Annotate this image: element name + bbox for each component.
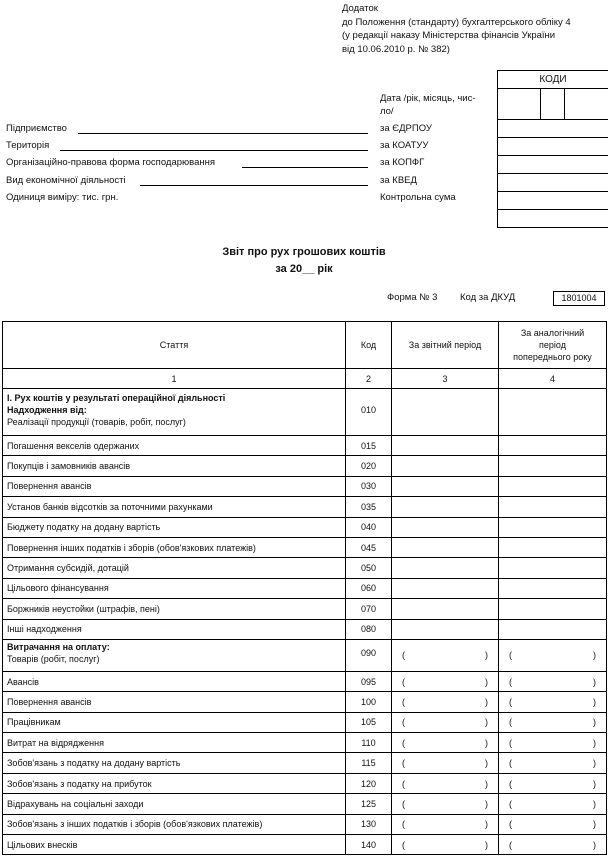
row-code: 035 [346, 497, 392, 517]
codes-box [497, 70, 608, 228]
value-cell[interactable] [392, 456, 499, 476]
table-row [3, 456, 607, 476]
row-name: Зобов'язань з інших податків і зборів (обов'язкових платежів) [3, 814, 346, 834]
date-label: Дата /рік, місяць, чис- ло/ [380, 93, 476, 117]
report-title: Звіт про рух грошових коштів [222, 246, 386, 258]
row-code: 070 [346, 599, 392, 619]
section-subtitle: Надходження від: [7, 404, 87, 415]
report-year: за 20__ рік [275, 263, 333, 275]
field-line-legal-form[interactable] [242, 167, 368, 168]
appendix-line: до Положення (стандарту) бухгалтерського обліку 4 [342, 16, 571, 28]
row-code: 020 [346, 456, 392, 476]
row-name: Погашення векселів одержаних [3, 436, 346, 456]
kdud-code: 1801004 [553, 291, 605, 306]
value-cell[interactable] [392, 497, 499, 517]
field-line-territory[interactable] [60, 150, 368, 151]
cash-flow-table [2, 321, 607, 855]
table-row [3, 773, 607, 793]
table-row [3, 599, 607, 619]
table-row [3, 476, 607, 496]
table-row [3, 639, 607, 671]
table-row [3, 517, 607, 537]
row-name: Боржників неустойки (штрафів, пені) [3, 599, 346, 619]
value-cell[interactable]: ( ) [499, 814, 607, 834]
section-subtitle: Витрачання на оплату: [7, 642, 110, 653]
unit-label: Одиниця виміру: тис. грн. [6, 192, 119, 203]
row-code: 095 [346, 671, 392, 691]
kopfg-code-cell[interactable] [498, 156, 608, 174]
field-label-activity: Вид економічної діяльності [6, 175, 126, 186]
header-previous-period: За аналогічний період попереднього року [499, 322, 607, 369]
value-cell[interactable] [499, 517, 607, 537]
row-name: Відрахувань на соціальні заходи [3, 794, 346, 814]
row-code: 105 [346, 712, 392, 732]
value-cell[interactable]: ( ) [499, 733, 607, 753]
row-code: 050 [346, 558, 392, 578]
value-cell[interactable]: ( ) [392, 733, 499, 753]
value-cell[interactable] [392, 389, 499, 436]
row-code: 100 [346, 692, 392, 712]
value-cell[interactable] [499, 578, 607, 598]
row-code: 060 [346, 578, 392, 598]
row-name: Установ банків відсотків за поточними рахунками [3, 497, 346, 517]
value-cell[interactable] [392, 599, 499, 619]
form-number: Форма № 3 [387, 292, 438, 303]
table-row [3, 436, 607, 456]
value-cell[interactable]: ( ) [499, 639, 607, 671]
codes-header: КОДИ [498, 71, 608, 89]
header-current-period: За звітний період [392, 322, 499, 369]
value-cell[interactable] [499, 537, 607, 557]
appendix-note [342, 2, 571, 56]
value-cell[interactable]: ( ) [392, 835, 499, 855]
row-code: 015 [346, 436, 392, 456]
table-row [3, 733, 607, 753]
row-code: 045 [346, 537, 392, 557]
value-cell[interactable]: ( ) [499, 671, 607, 691]
row-name: Повернення авансів [3, 476, 346, 496]
table-row [3, 753, 607, 773]
value-cell[interactable]: ( ) [499, 773, 607, 793]
value-cell[interactable]: ( ) [392, 712, 499, 732]
value-cell[interactable] [499, 456, 607, 476]
value-cell[interactable] [499, 497, 607, 517]
value-cell[interactable] [392, 517, 499, 537]
value-cell[interactable]: ( ) [392, 639, 499, 671]
row-code: 090 [346, 639, 392, 671]
column-numbers-row: 1 2 3 4 [3, 369, 607, 389]
code-label-edrpou: за ЄДРПОУ [380, 123, 432, 134]
row-code: 030 [346, 476, 392, 496]
field-label-territory: Територія [6, 140, 50, 151]
row-name: Реалізації продукції (товарів, робіт, послуг) [7, 416, 186, 427]
value-cell[interactable] [392, 578, 499, 598]
appendix-line: Додаток [342, 3, 378, 14]
header-article: Стаття [3, 322, 346, 369]
control-sum-cell[interactable] [498, 210, 608, 228]
value-cell[interactable] [499, 436, 607, 456]
date-code-cells[interactable] [498, 89, 608, 120]
value-cell[interactable]: ( ) [499, 692, 607, 712]
field-label-enterprise: Підприємство [6, 123, 67, 134]
value-cell[interactable]: ( ) [499, 753, 607, 773]
table-row [3, 578, 607, 598]
row-name: Повернення авансів [3, 692, 346, 712]
value-cell[interactable]: ( ) [392, 814, 499, 834]
row-name: Повернення інших податків і зборів (обов'язкових платежів) [3, 537, 346, 557]
appendix-line: від 10.06.2010 р. № 382) [342, 43, 450, 55]
row-name: Бюджету податку на додану вартість [3, 517, 346, 537]
value-cell[interactable]: ( ) [392, 671, 499, 691]
header-code: Код [346, 322, 392, 369]
table-row [3, 558, 607, 578]
koatuu-code-cell[interactable] [498, 138, 608, 156]
row-code: 010 [346, 389, 392, 436]
row-name: Отримання субсидій, дотацій [3, 558, 346, 578]
value-cell[interactable]: ( ) [392, 773, 499, 793]
value-cell[interactable] [392, 436, 499, 456]
value-cell[interactable]: ( ) [392, 753, 499, 773]
row-name: Інші надходження [3, 619, 346, 639]
table-row [3, 497, 607, 517]
row-name: Покупців і замовників авансів [3, 456, 346, 476]
table-row [3, 712, 607, 732]
value-cell[interactable] [392, 619, 499, 639]
row-name: Зобов'язань з податку на прибуток [3, 773, 346, 793]
row-name: Працівникам [3, 712, 346, 732]
table-row [3, 814, 607, 834]
value-cell[interactable]: ( ) [392, 692, 499, 712]
section-title: І. Рух коштів у результаті операційної діяльності [7, 392, 226, 403]
value-cell[interactable] [392, 537, 499, 557]
field-label-legal-form: Організаційно-правова форма господарювання [6, 157, 215, 168]
value-cell[interactable]: ( ) [499, 835, 607, 855]
row-code: 130 [346, 814, 392, 834]
row-name: Витрат на відрядження [3, 733, 346, 753]
row-name: Цільових внесків [3, 835, 346, 855]
value-cell[interactable] [499, 389, 607, 436]
row-code: 110 [346, 733, 392, 753]
row-name: Цільового фінансування [3, 578, 346, 598]
value-cell[interactable] [499, 558, 607, 578]
row-name: Зобов'язань з податку на додану вартість [3, 753, 346, 773]
row-code: 040 [346, 517, 392, 537]
row-code: 125 [346, 794, 392, 814]
table-row [3, 389, 607, 436]
control-sum-label: Контрольна сума [380, 192, 456, 203]
kdud-label: Код за ДКУД [460, 292, 516, 303]
table-header-row [3, 322, 607, 369]
code-label-kopfg: за КОПФГ [380, 157, 425, 168]
code-label-koatuu: за КОАТУУ [380, 140, 429, 151]
edrpou-code-cell[interactable] [498, 120, 608, 138]
value-cell[interactable] [499, 476, 607, 496]
value-cell[interactable]: ( ) [392, 794, 499, 814]
value-cell[interactable] [499, 619, 607, 639]
row-code: 140 [346, 835, 392, 855]
code-label-kved: за КВЕД [380, 175, 417, 186]
field-line-activity[interactable] [140, 185, 368, 186]
row-code: 115 [346, 753, 392, 773]
value-cell[interactable] [392, 558, 499, 578]
table-row [3, 692, 607, 712]
value-cell[interactable] [392, 476, 499, 496]
kved-code-cell[interactable] [498, 174, 608, 192]
table-row [3, 671, 607, 691]
appendix-line: (у редакції наказу Міністерства фінансів України [342, 30, 556, 41]
row-code: 080 [346, 619, 392, 639]
table-row [3, 835, 607, 855]
value-cell[interactable] [499, 599, 607, 619]
table-row [3, 794, 607, 814]
row-code: 120 [346, 773, 392, 793]
row-name: Товарів (робіт, послуг) [7, 654, 100, 665]
table-row [3, 619, 607, 639]
field-line-enterprise[interactable] [78, 133, 368, 134]
table-row [3, 537, 607, 557]
unit-code-cell[interactable] [498, 192, 608, 210]
value-cell[interactable]: ( ) [499, 794, 607, 814]
value-cell[interactable]: ( ) [499, 712, 607, 732]
row-name: Авансів [3, 671, 346, 691]
